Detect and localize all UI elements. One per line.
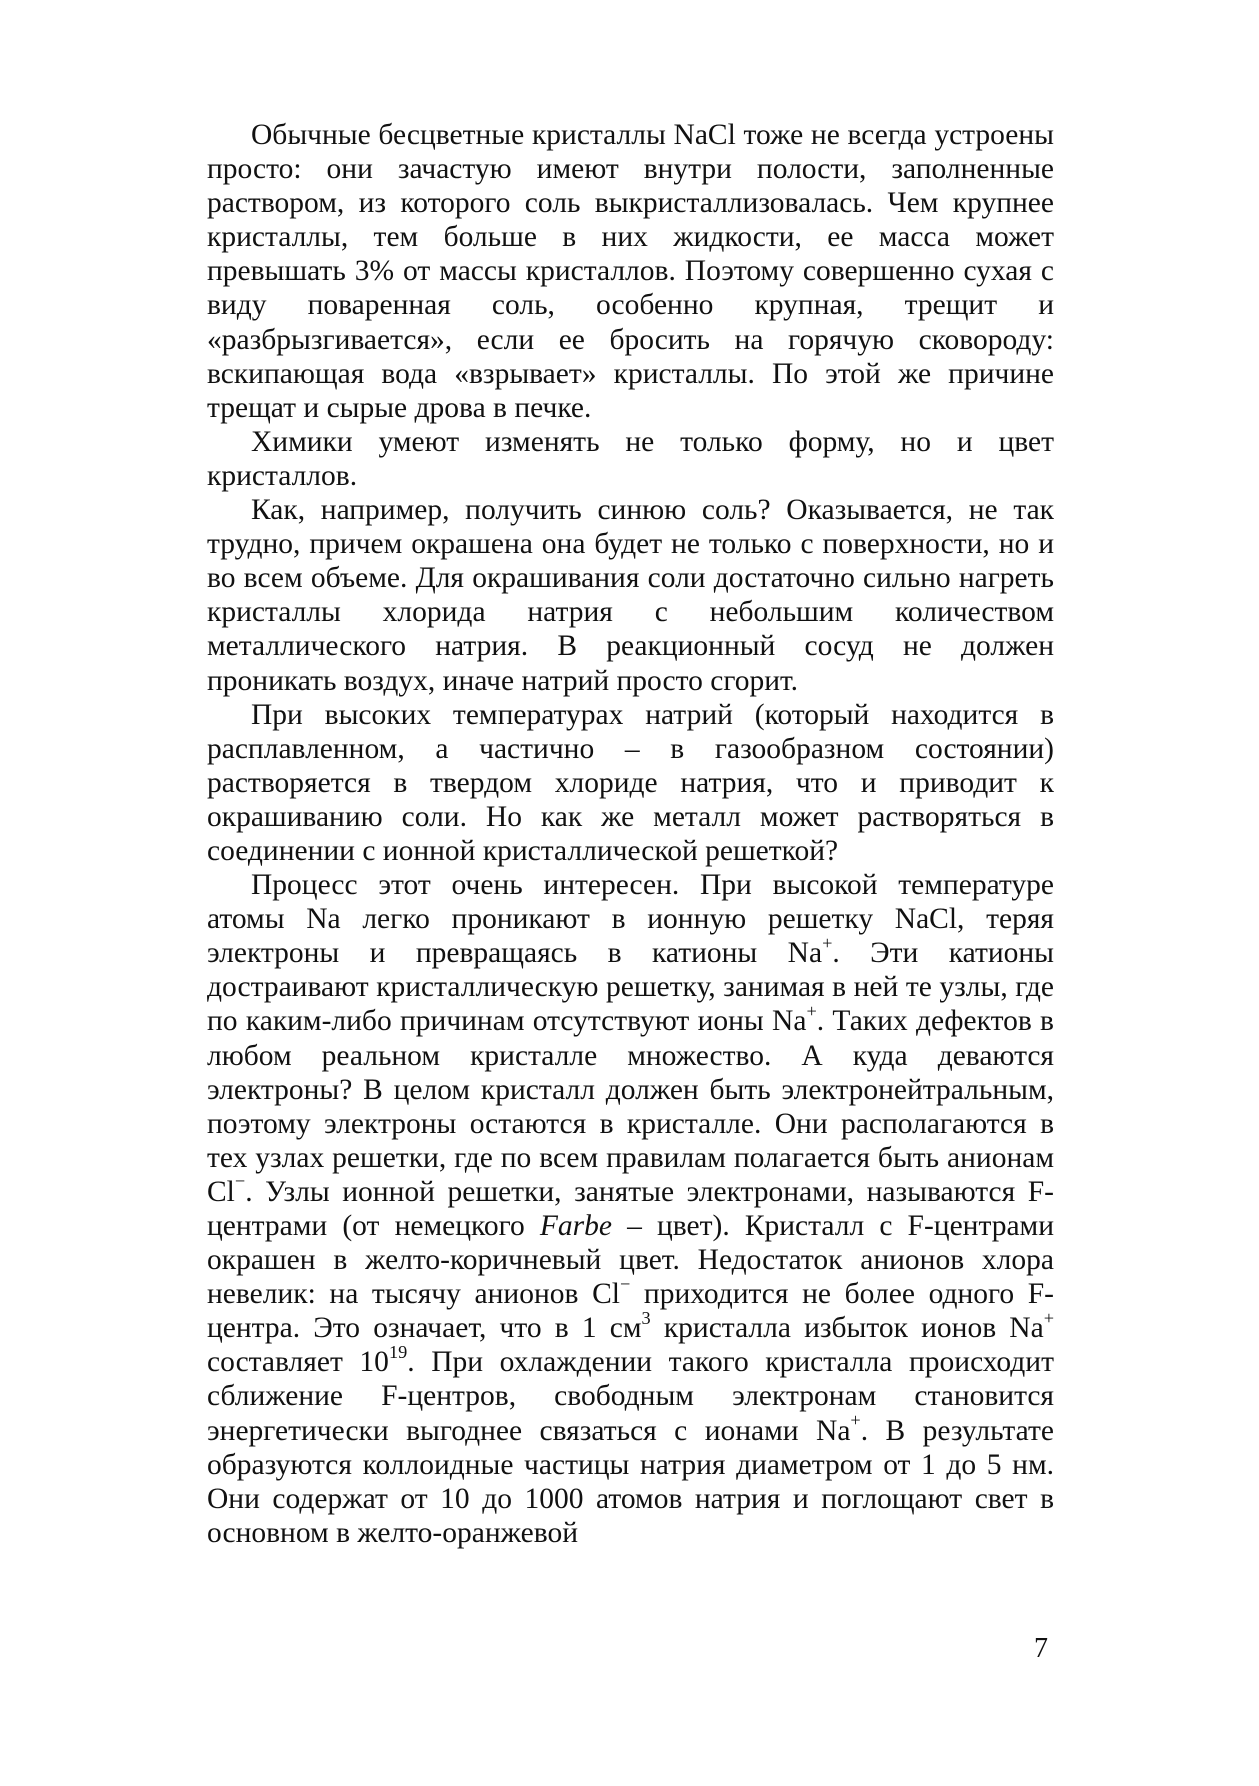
superscript-cube: 3 — [641, 1307, 651, 1328]
superscript-exponent: 19 — [388, 1341, 408, 1362]
paragraph-change-color: Химики умеют изменять не только форму, но и цвет кристаллов. — [207, 425, 1054, 492]
text-segment: кристалла избыток ионов Na — [650, 1312, 1044, 1345]
text-segment: приходится не более одного F-центра. Это означает, что в 1 см — [207, 1278, 1054, 1345]
text-segment: . В результате образуются коллоидные частицы натрия диаметром от 1 до 5 нм. Они содержат от 10 до 1000 атомов натрия и поглощают свет в основном в желто-оранжевой — [207, 1414, 1054, 1549]
paragraph-nacl-cavities: Обычные бесцветные кристаллы NaCl тоже не всегда устроены просто: они зачастую имеют внутри полости, заполненные раствором, из которого соль выкристаллизовалась. Чем крупнее кристаллы, тем больше в них жидкости, ее масса может превышать 3% от массы кристаллов. Поэтому совершенно сухая с виду поваренная соль, особенно крупная, трещит и «разбрызгивается», если ее бросить на горячую сковороду: вскипающая вода «взрывает» кристаллы. По этой же причине трещат и сырые дрова в печке. — [207, 119, 1054, 424]
paragraph-high-temperature: При высоких температурах натрий (который находится в расплавленном, а частично – в газообразном состоянии) растворяется в твердом хлориде натрия, что и приводит к окрашиванию соли. Но как же металл может растворяться в соединении с ионной кристаллической решеткой? — [207, 698, 1054, 867]
text-segment: . При охлаждении такого кристалла происходит сближение F-центров, свободным электронам становится энергетически выгоднее связаться с ионами Na — [207, 1346, 1054, 1447]
text-segment: составляет 10 — [207, 1346, 389, 1379]
text-segment: – цвет). Кристалл с F-центрами окрашен в желто-коричневый цвет. Недостаток анионов хлора невелик: на тысячу анионов Cl — [207, 1210, 1054, 1311]
text-segment: Процесс этот очень интересен. При высокой температуре атомы Na легко проникают в ионную решетку NaCl, теряя электроны и превращаясь в катионы Na — [207, 869, 1054, 970]
superscript-plus: + — [1043, 1307, 1055, 1328]
superscript-plus: + — [850, 1410, 861, 1430]
superscript-plus: + — [806, 1000, 817, 1021]
superscript-plus: + — [822, 932, 833, 953]
text-segment: . Узлы ионной решетки, занятые электронами, называются F-центрами (от немецкого — [207, 1175, 1054, 1242]
paragraph-f-centers — [207, 868, 1054, 1550]
text-segment: . Таких дефектов в любом реальном кристалле множество. А куда деваются электроны? В целом кристалл должен быть электронейтральным, поэтому электроны остаются в кристалле. Они располагаются в тех узлах решетки, где по всем правилам полагается быть анионам Cl — [207, 1005, 1054, 1208]
superscript-minus: − — [619, 1273, 631, 1294]
italic-farbe: Farbe — [539, 1210, 612, 1242]
paragraph-blue-salt: Как, например, получить синюю соль? Оказывается, не так трудно, причем окрашена она будет не только с поверхности, но и во всем объеме. Для окрашивания соли достаточно сильно нагреть кристаллы хлорида натрия с небольшим количеством металлического натрия. В реакционный сосуд не должен проникать воздух, иначе натрий просто сгорит. — [207, 494, 1054, 697]
page-body — [207, 118, 1054, 1550]
text-segment: . Эти катионы достраивают кристаллическую решетку, занимая в ней те узлы, где по каким-либо причинам отсутствуют ионы Na — [207, 937, 1054, 1038]
page-number: 7 — [1034, 1633, 1048, 1664]
superscript-minus: − — [234, 1171, 246, 1192]
